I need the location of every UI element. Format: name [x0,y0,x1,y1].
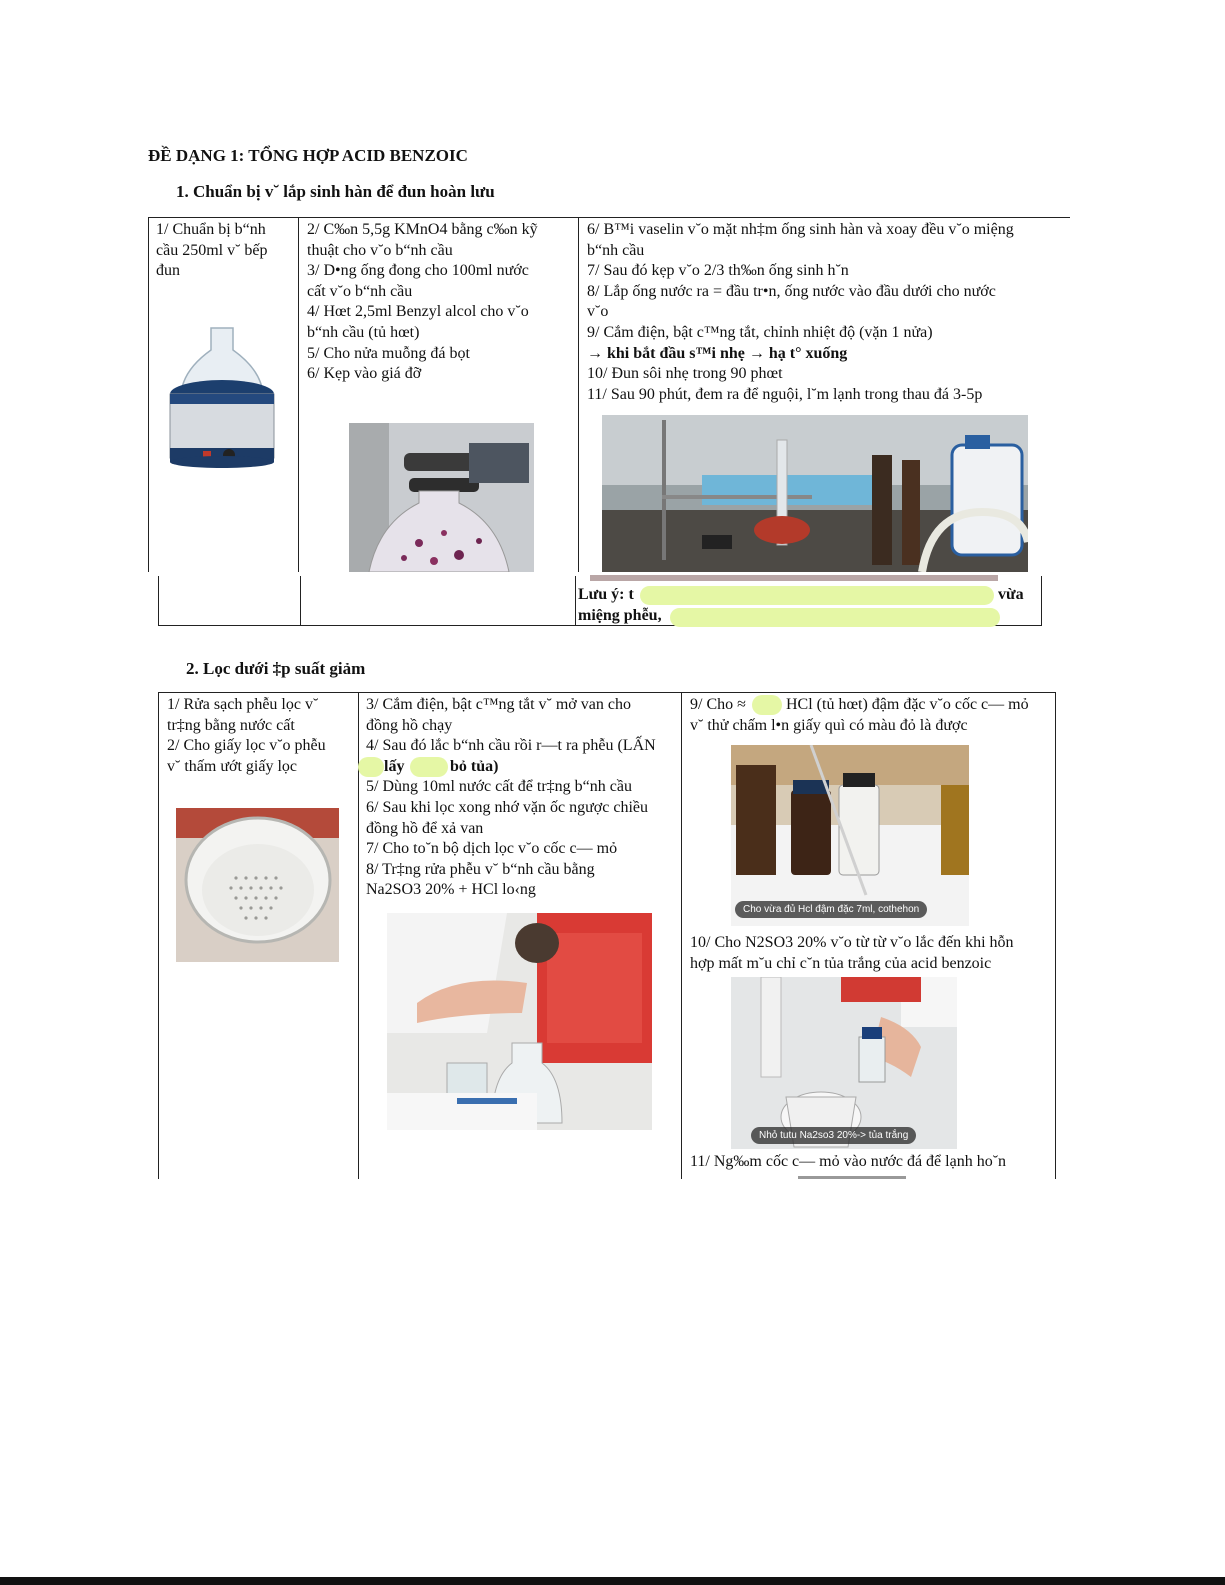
s2-col1-text: 1/ Rửa sạch phễu lọc v˘ tr‡ng bằng nước cất 2/ Cho giấy lọc v˘o phễu v˘ thấm ướt giấy lọc [167,696,326,775]
reflux-setup-photo [602,415,1028,572]
document-title: ĐỀ DẠNG 1: TỔNG HỢP ACID BENZOIC [148,146,468,165]
highlight-mark [752,695,782,715]
s2-col2-text: 3/ Cắm điện, bật c™ng tắt v˘ mở van cho đồng hồ chạy 4/ Sau đó lắc b“nh cầu rồi r—t ra phễu (LẤN lấy bỏ tủa) 5/ Dùng 10ml nước cất để tr‡ng b“nh cầu 6/ Sau khi lọc xong nhớ vặn ốc ngược chiều đồng hồ để xả van 7/ Cho to˘n bộ dịch lọc v˘o cốc c— mỏ 8/ Tr‡ng rửa phễu v˘ b“nh cầu bằng Na2SO3 20% + HCl lo‹ng [366,695,686,901]
heating-mantle-image [163,320,283,480]
s1-note: Lưu ý: t vừa miệng phễu, [578,585,1038,626]
s1-col2-text: 2/ C‰n 5,5g KMnO4 bằng c‰n kỹ thuật cho v˘o b“nh cầu 3/ D•ng ống đong cho 100ml nước cất v˘o b“nh cầu 4/ Hœt 2,5ml Benzyl alcol cho v˘o b“nh cầu (tủ hœt) 5/ Cho nửa muỗng đá bọt 6/ Kẹp vào giá đỡ [307,221,538,383]
highlight-mark [358,757,384,777]
highlight-mark [670,608,1000,627]
precipitate-photo [731,977,957,1149]
buchner-funnel-photo [176,808,339,962]
s2-col3-text: 9/ Cho ≈ HCl (tủ hœt) đậm đặc v˘o cốc c— mỏ v˘ thử chấm l•n giấy quì có màu đỏ là được [690,696,1029,734]
section-2-title: 2. Lọc dưới ‡p suất giảm [186,659,366,678]
s2-col3-step10: 10/ Cho N2SO3 20% v˘o từ từ v˘o lắc đến khi hỗn hợp mất m˘u chỉ c˘n tủa trắng của acid benzoic [690,934,1014,972]
s1-col1-text: 1/ Chuẩn bị b“nh cầu 250ml v˘ bếp đun [156,221,268,280]
s1-col3-text: 6/ B™i vaselin v˘o mặt nh‡m ống sinh hàn và xoay đều v˘o miệng b“nh cầu 7/ Sau đó kẹp v˘o 2/3 th‰n ống sinh h˘n 8/ Lắp ống nước ra = đầu tr•n, ống nước vào đầu dưới cho nước v˘o 9/ Cắm điện, bật c™ng tắt, chỉnh nhiệt độ (vặn 1 nửa) → khi bắt đầu s™i nhẹ → hạ t° xuống 10/ Đun sôi nhẹ trong 90 phœt 11/ Sau 90 phút, đem ra để nguội, l˘m lạnh trong thau đá 3-5p [587,221,1014,403]
highlight-mark [640,586,994,605]
highlight-mark [410,757,448,777]
flask-clamp-photo [349,423,534,572]
photo-caption-2: Nhỏ tutu Na2so3 20%-> tủa trắng [751,1127,916,1144]
reagent-bottles-photo [731,745,969,926]
s2-col3-step11: 11/ Ng‰m cốc c— mỏ vào nước đá để lạnh ho˘n [690,1153,1007,1170]
photo-caption-1: Cho vừa đủ Hcl đậm đặc 7ml, cothehon [735,901,927,918]
section-1-title: 1. Chuẩn bị v˘ lắp sinh hàn để đun hoàn lưu [176,182,495,201]
vacuum-filtration-photo [387,913,652,1130]
page-bottom-bar [0,1577,1225,1585]
